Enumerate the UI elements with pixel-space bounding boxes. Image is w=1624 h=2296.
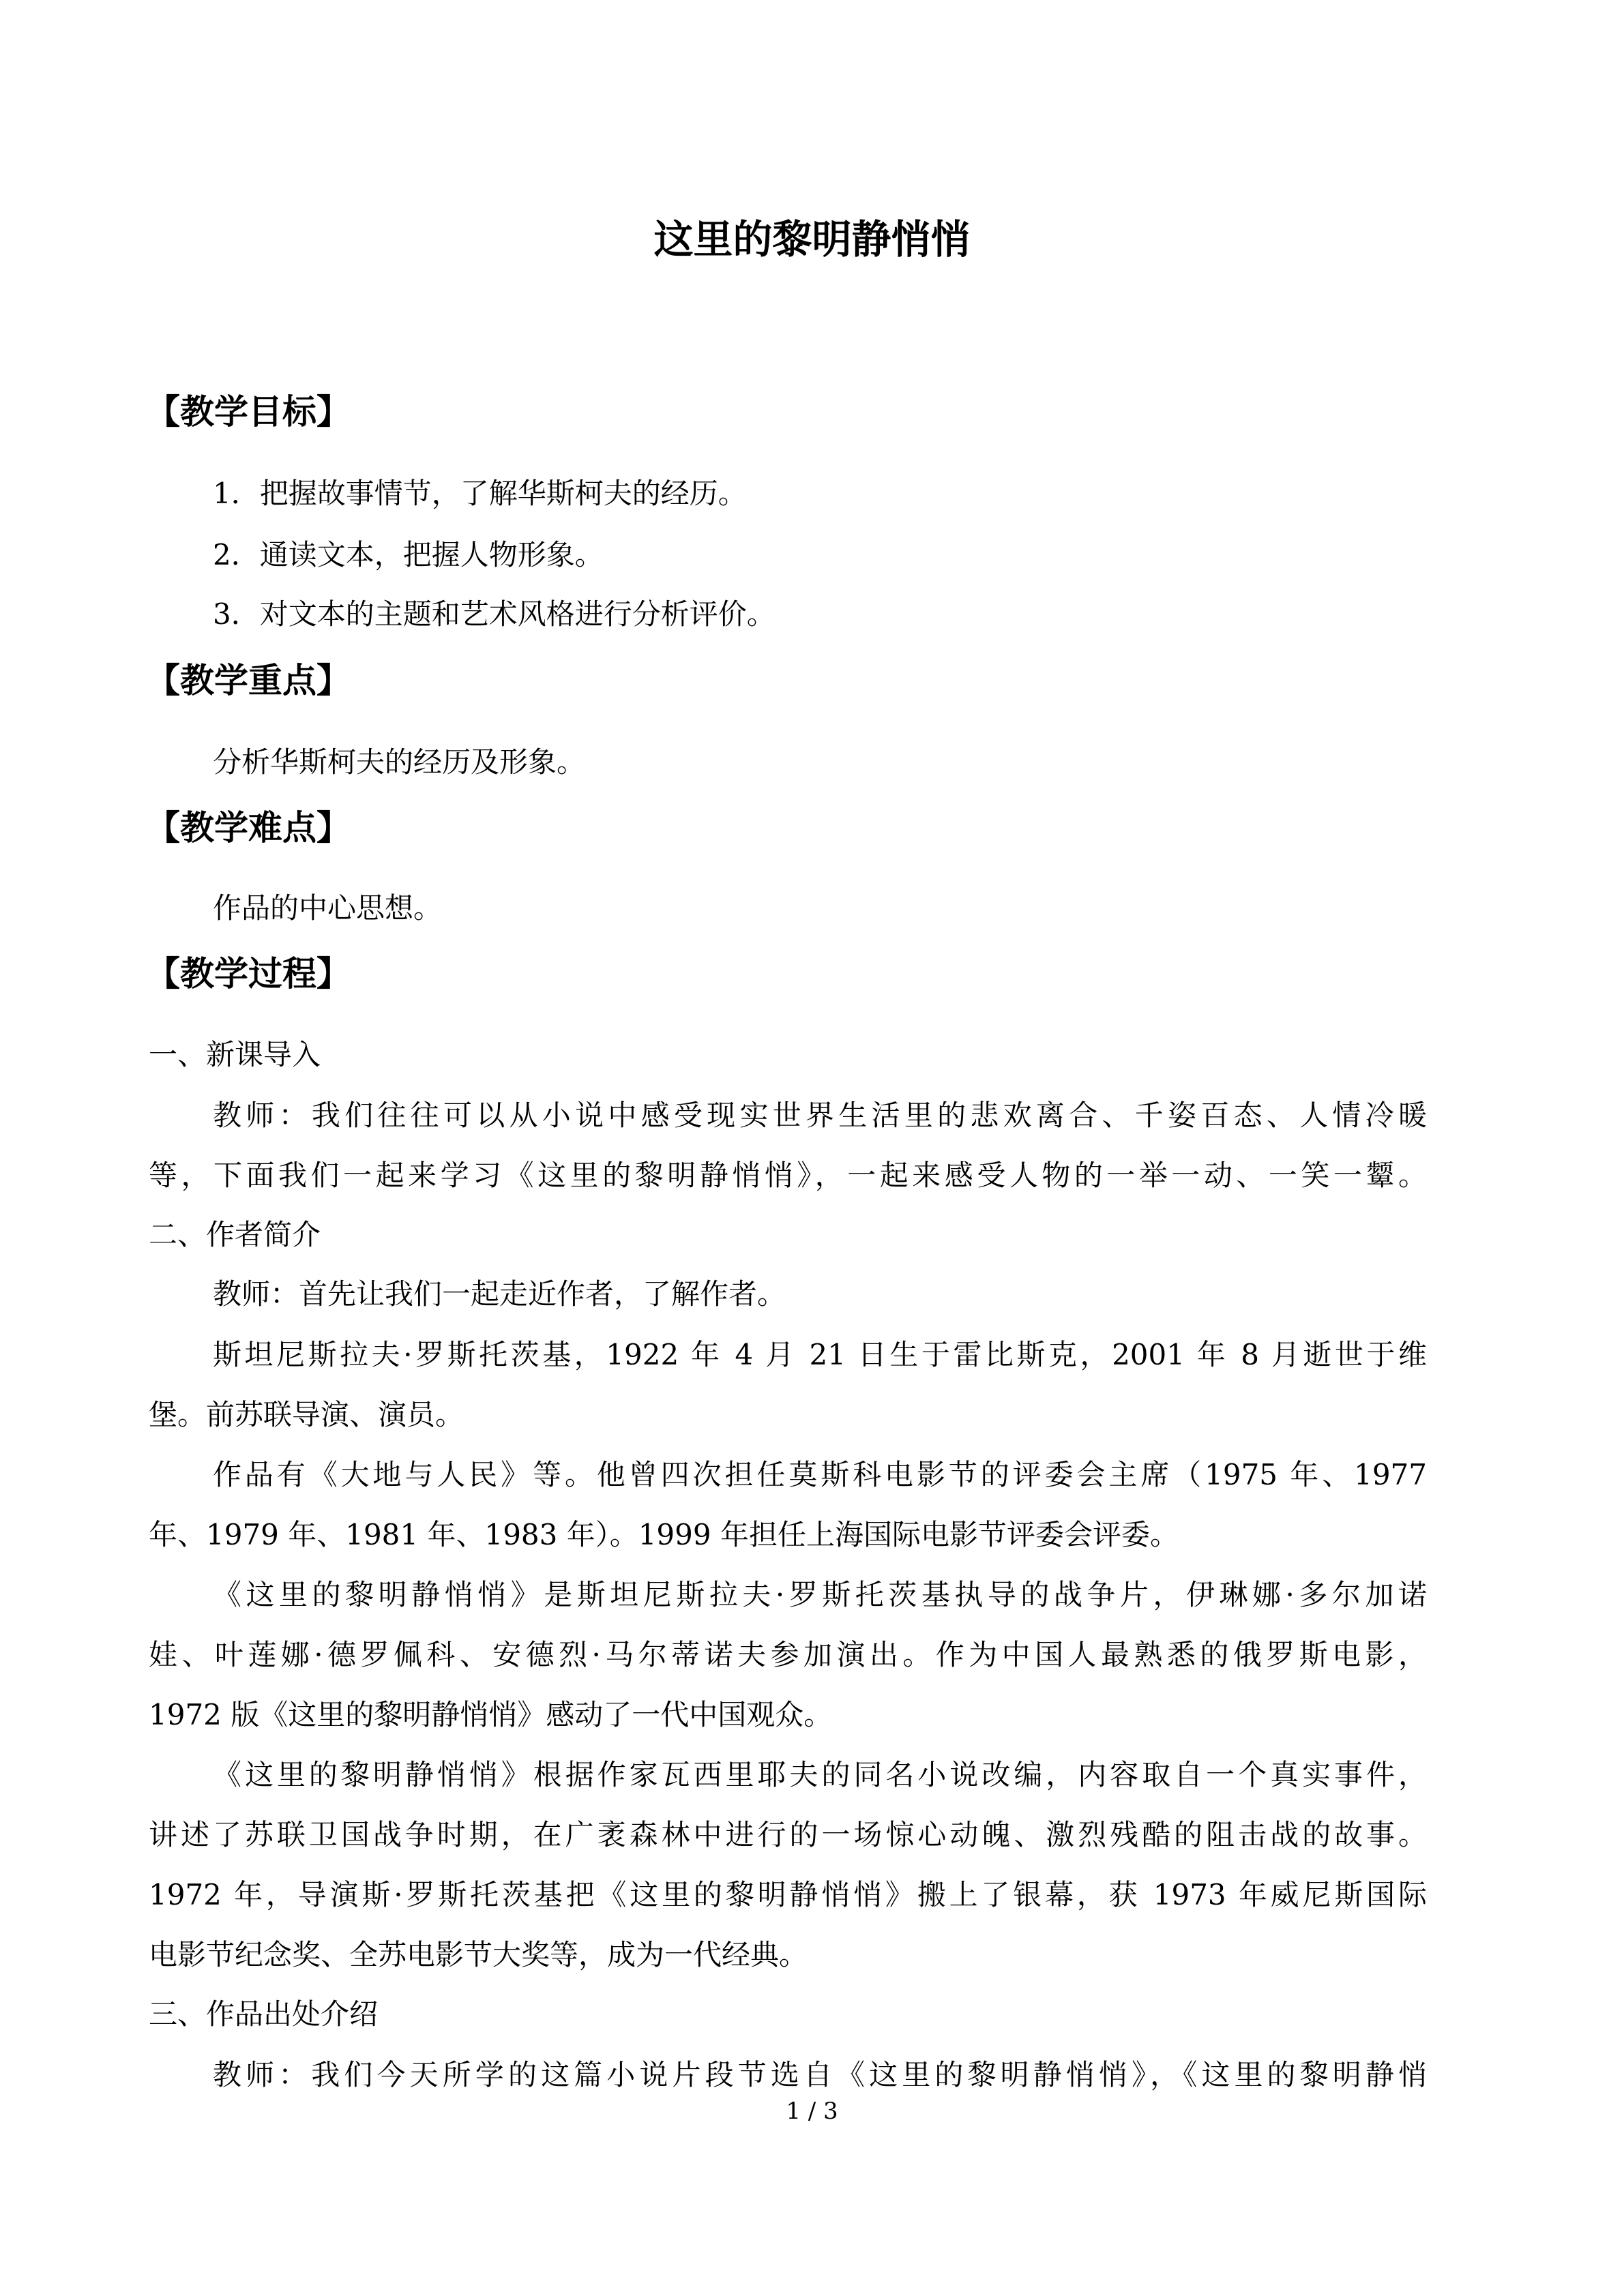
paragraph-line: 等，下面我们一起来学习《这里的黎明静悄悄》，一起来感受人物的一举一动、一笑一颦。: [149, 1159, 1427, 1192]
part1-title: 一、新课导入: [149, 1038, 321, 1071]
objective-item-3: 3．对文本的主题和艺术风格进行分析评价。: [213, 597, 776, 631]
paragraph-line: 斯坦尼斯拉夫·罗斯托茨基，1922 年 4 月 21 日生于雷比斯克，2001 年 8 月逝世于维: [213, 1338, 1427, 1371]
document-title: 这里的黎明静悄悄: [653, 216, 971, 263]
heading-difficulties: 【教学难点】: [146, 808, 351, 848]
paragraph-line: 1972 年，导演斯·罗斯托茨基把《这里的黎明静悄悄》搬上了银幕，获 1973 年威尼斯国际: [149, 1878, 1427, 1911]
difficulties-text: 作品的中心思想。: [213, 891, 443, 925]
part3-title: 三、作品出处介绍: [149, 1997, 379, 2031]
heading-process: 【教学过程】: [146, 954, 351, 994]
paragraph-line: 电影节纪念奖、全苏电影节大奖等，成为一代经典。: [149, 1938, 808, 1971]
heading-key-points: 【教学重点】: [146, 661, 351, 700]
paragraph-line: 作品有《大地与人民》等。他曾四次担任莫斯科电影节的评委会主席（1975 年、1977: [213, 1458, 1427, 1491]
paragraph-line: 娃、叶莲娜·德罗佩科、安德烈·马尔蒂诺夫参加演出。作为中国人最熟悉的俄罗斯电影，: [149, 1638, 1427, 1671]
paragraph-line: 《这里的黎明静悄悄》是斯坦尼斯拉夫·罗斯托茨基执导的战争片，伊琳娜·多尔加诺: [213, 1578, 1427, 1611]
part2-title: 二、作者简介: [149, 1218, 321, 1251]
paragraph-line: 堡。前苏联导演、演员。: [149, 1398, 464, 1431]
paragraph-line: 讲述了苏联卫国战争时期，在广袤森林中进行的一场惊心动魄、激烈残酷的阻击战的故事。: [149, 1818, 1427, 1851]
objective-item-2: 2．通读文本，把握人物形象。: [213, 538, 604, 571]
paragraph-line: 教师：我们往往可以从小说中感受现实世界生活里的悲欢离合、千姿百态、人情冷暖: [213, 1099, 1427, 1132]
paragraph-line: 教师：首先让我们一起走近作者，了解作者。: [213, 1277, 786, 1311]
objective-item-1: 1．把握故事情节，了解华斯柯夫的经历。: [213, 477, 747, 510]
paragraph-line: 教师：我们今天所学的这篇小说片段节选自《这里的黎明静悄悄》，《这里的黎明静悄: [213, 2058, 1427, 2091]
heading-objectives: 【教学目标】: [146, 392, 351, 432]
paragraph-line: 1972 版《这里的黎明静悄悄》感动了一代中国观众。: [149, 1698, 833, 1731]
paragraph-line: 年、1979 年、1981 年、1983 年）。1999 年担任上海国际电影节评委会评委。: [149, 1518, 1179, 1551]
paragraph-line: 《这里的黎明静悄悄》根据作家瓦西里耶夫的同名小说改编，内容取自一个真实事件，: [213, 1758, 1427, 1791]
key-points-text: 分析华斯柯夫的经历及形象。: [213, 745, 586, 779]
page-number: 1 / 3: [786, 2098, 838, 2125]
